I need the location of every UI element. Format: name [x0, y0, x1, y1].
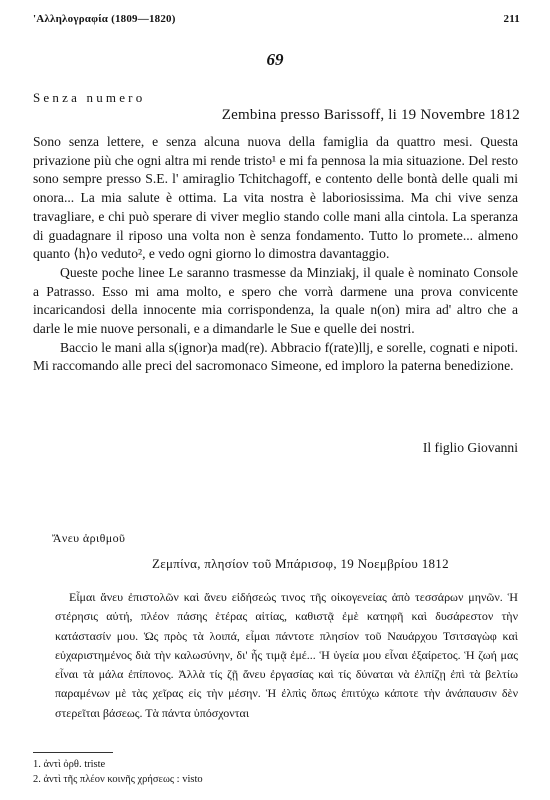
italian-paragraph: Sono senza lettere, e senza alcuna nuova della famiglia da quattro mesi. Questa privazione più che ogni altra mi rende tristo¹ e mi fa pennosa la mia situazione. Del resto sono sempre presso S.E. l' amiraglio Tchitchagoff, e contento delle bontà delle quali mi onora... La mia salute è ottima. La vita nostra è laboriosissima. Ma chi vive senza travagliare, e chi può sperare di viver meglio stando colle mani alla cintola. La speranza di guadagnare il riposo una volta non è senza fondamento. Tutto lo promete... almeno quanto ⟨h⟩o veduto², e vedo ogni giorno lo dimostra davantaggio.	[33, 134, 518, 262]
footnote-divider	[33, 752, 113, 753]
greek-paragraph: Εἶμαι ἄνευ ἐπιστολῶν καὶ ἄνευ εἰδήσεώς τινος τῆς οἰκογενείας ἀπὸ τεσσάρων μηνῶν. Ἡ στέρησις αὐτή, πλέον πάσης ἑτέρας αἰτίας, καθιστᾷ ἐμὲ κατηφῆ καὶ δυσάρεστον τὴν κατάστασίν μου. Ὡς πρὸς τὰ λοιπά, εἶμαι πάντοτε πλησίον τοῦ Ναυάρχου Τσιτσαγὼφ καὶ εὐχαριστημένος διὰ τὴν καλωσύνην, δι' ἧς τιμᾷ ἐμέ... Ἡ ὑγεία μου εἶναι ἐξαίρετος. Ἡ ζωή μας εἶναι τὰ μάλα ἐπίπονος. Ἀλλὰ τίς ζῇ ἄνευ ἐργασίας καὶ τίς δύναται νὰ ἐλπίζῃ ἐπὶ τὰ βελτίω παραμένων μὲ τὰς χεῖρας εἰς τὴν μέσην. Ἡ ἐλπὶς ὅπως ἐπιτύχω κάποτε τὴν ἀνάπαυσιν δὲν στερεῖται βάσεως. Τὰ πάντα ὑπόσχονται	[55, 590, 518, 720]
footnote: 1. ἀντὶ ὀρθ. triste	[33, 759, 106, 770]
footnotes	[33, 757, 203, 787]
document-number: 69	[266, 50, 284, 69]
greek-place-date: Ζεμπίνα, πλησίον τοῦ Μπάρισοφ, 19 Νοεμβρίου 1812	[152, 556, 449, 571]
footnote: 2. ἀντὶ τῆς πλέον κοινῆς χρήσεως : visto	[33, 774, 203, 785]
italian-heading: Senza numero	[33, 90, 146, 105]
italian-letter-body	[33, 133, 518, 376]
italian-paragraph: Baccio le mani alla s(ignor)a mad(re). Abbracio f(rate)llj, e sorelle, cognati e nipoti. Mi raccomando alle preci del sacromonaco Simeone, ed imploro la paterna benedizione.	[33, 339, 518, 374]
running-head-title: 'Αλληλογραφία (1809—1820)	[33, 13, 176, 25]
page-number: 211	[503, 13, 520, 25]
italian-paragraph: Queste poche linee Le saranno trasmesse da Minziakj, il quale è nominato Console a Patrasso. Esso mi ama molto, e spero che vorrà darmene una prova convicente incaricandosi della innocente mia corrispondenza, la quale n(on) mira ad' altro che a darle le mie nuove personali, e a dimandarle le Sue e quelle dei nostri.	[33, 264, 518, 337]
greek-letter-body	[55, 588, 518, 723]
greek-heading: Ἄνευ ἀριθμοῦ	[52, 531, 126, 545]
italian-signature: Il figlio Giovanni	[422, 440, 518, 455]
italian-place-date: Zembina presso Barissoff, li 19 Novembre 1812	[221, 107, 520, 123]
running-head	[33, 13, 520, 29]
